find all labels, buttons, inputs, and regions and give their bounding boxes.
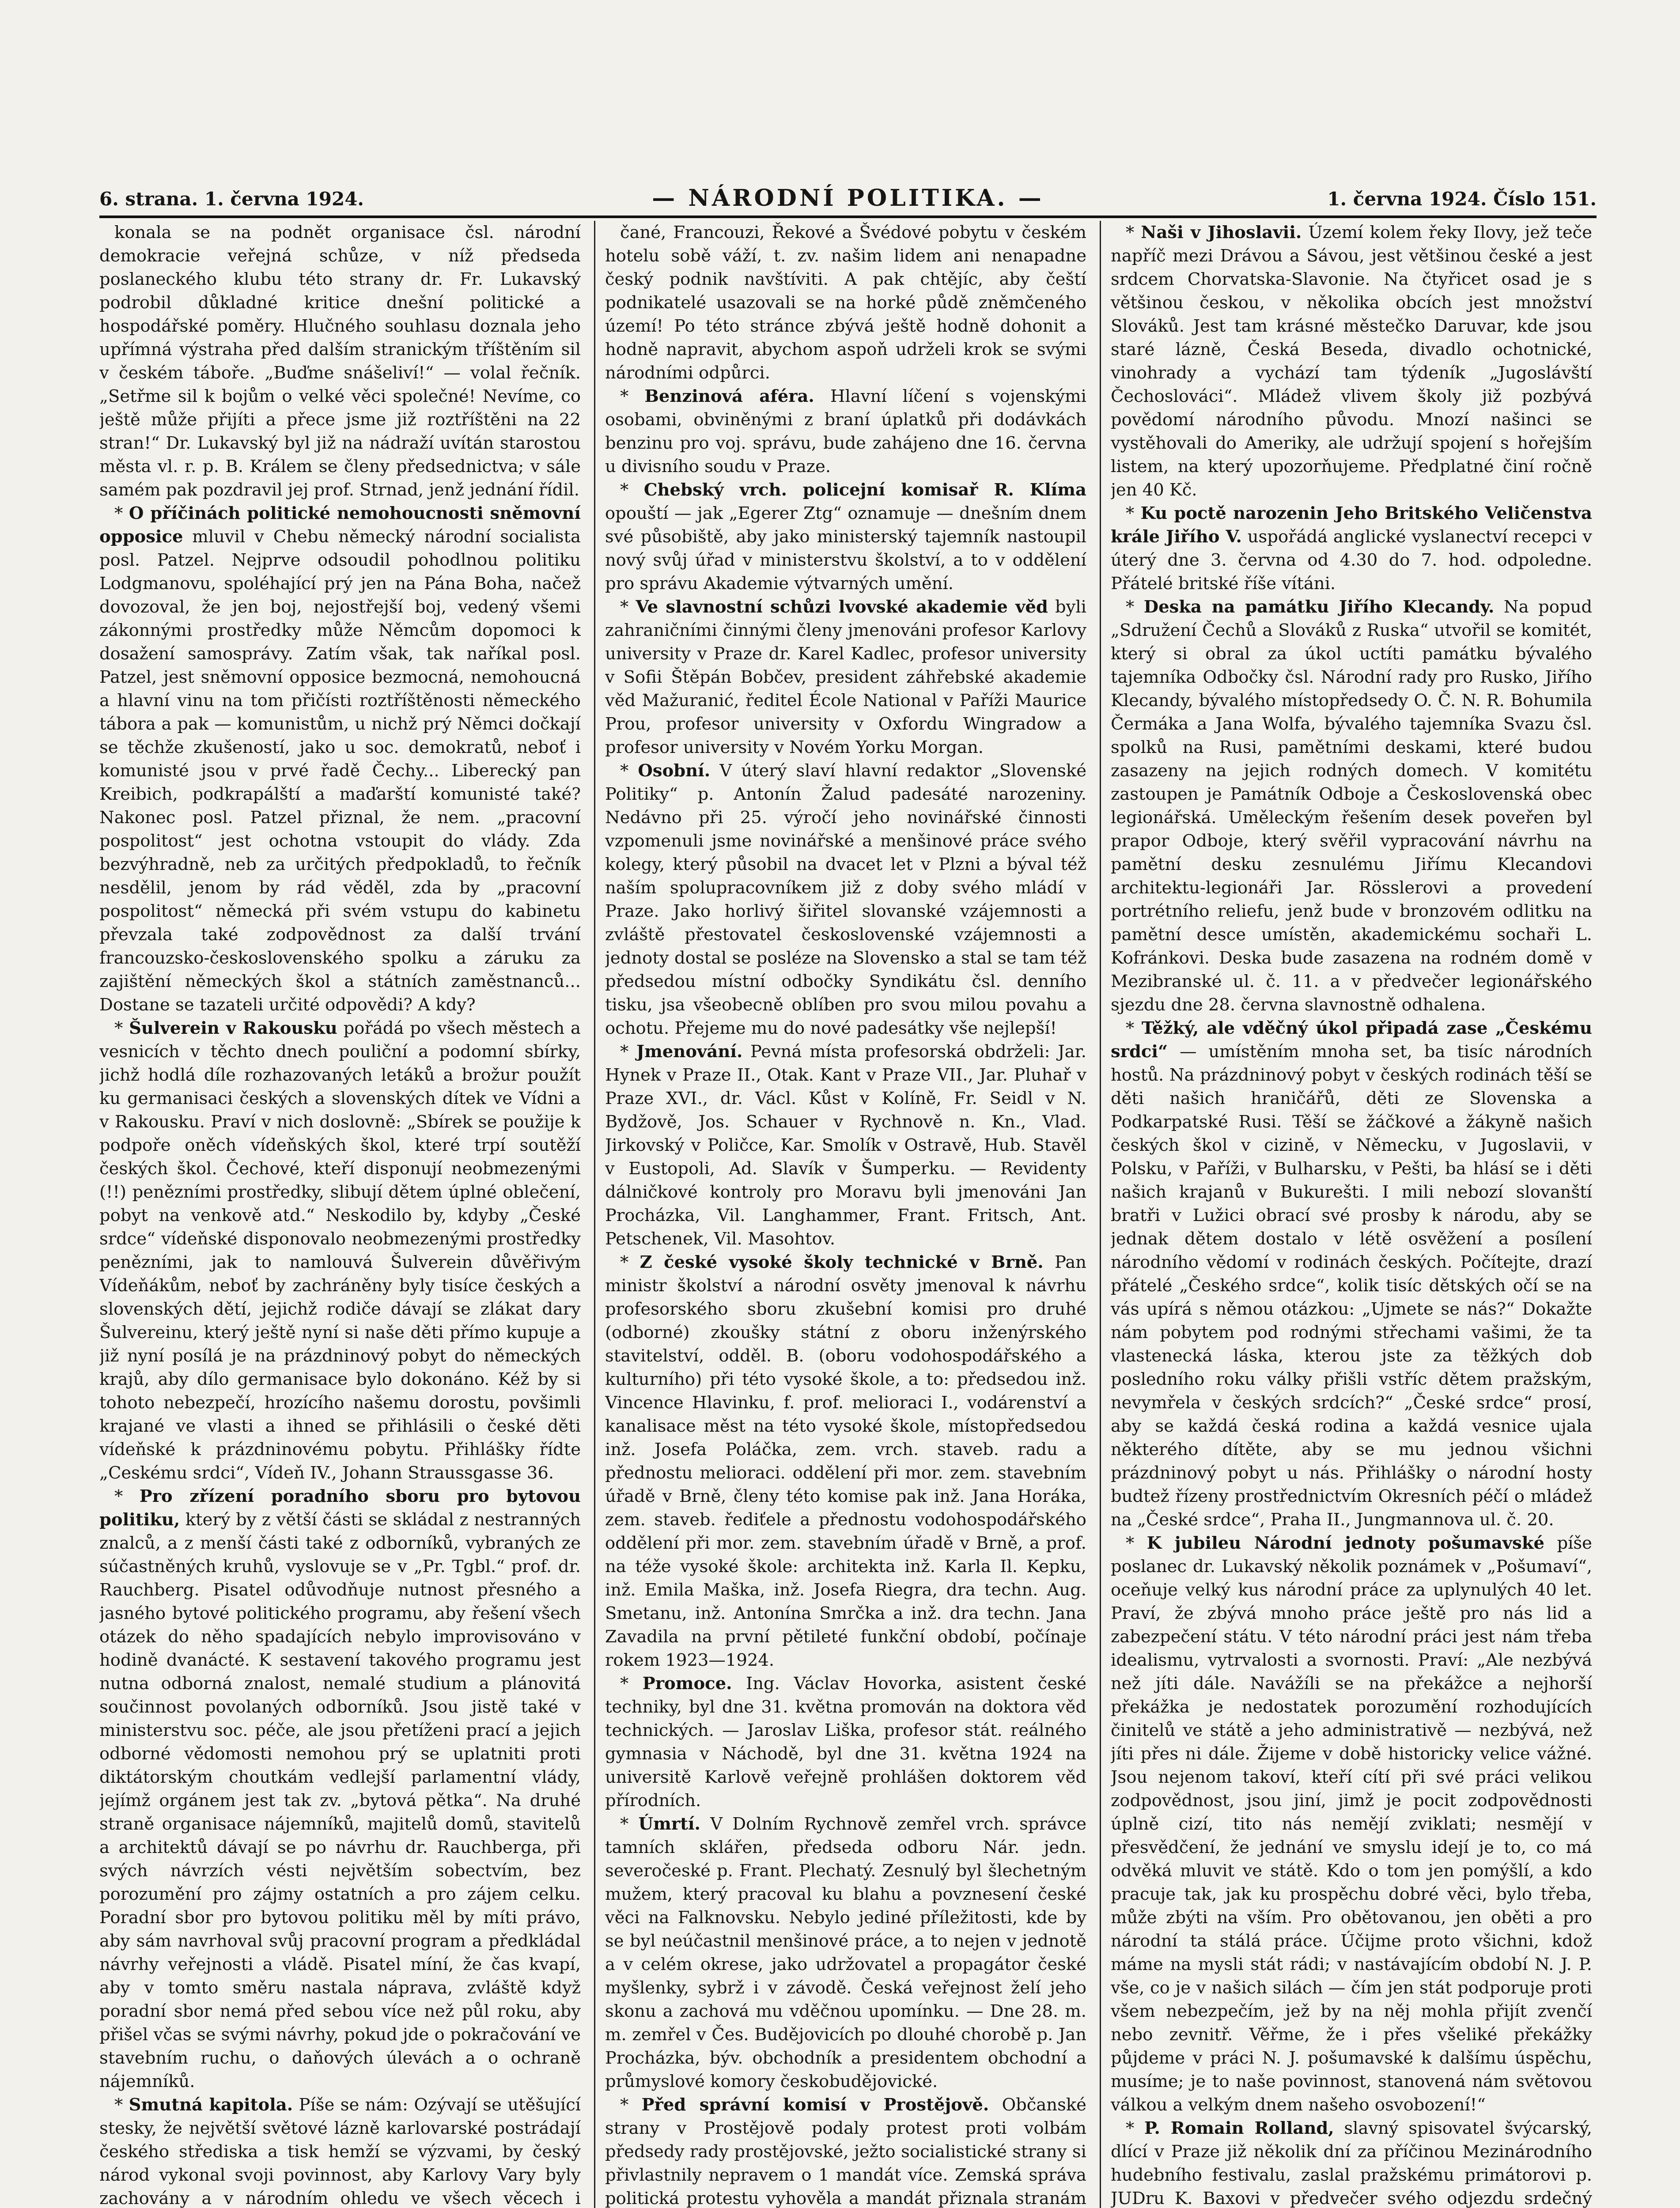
article-title: P. Romain Rolland,: [1144, 2118, 1334, 2138]
article-text: který by z větší části se skládal z nestranných znalců, a z menší části také z odborníků, vybraných ze súčastněných kruhů, vyslovuje se v „Pr. Tgbl.“ prof. dr. Rauchberg. Pisatel odůvodňuje nutnost přesného a jasného bytové politického programu, aby řešení všech otázek do něho spadajících nebylo improvisováno v hodině dvanácté. K sestavení takového programu jest nutna odborná znalost, nemalé studium a plánovitá součinnost povolaných odborníků. Jsou jistě také v ministerstvu soc. péče, ale jsou přetíženi prací a jejich odborné vědomosti nemohou prý se uplatniti proti diktátorským choutkám vedlejší parlamentní vlády, jejímž orgánem jest tak zv. „bytová pětka“. Na druhé straně organisace nájemníků, majitelů domů, stavitelů a architektů dávají se po návrhu dr. Rauchberga, při svých návrzích vésti největším sobectvím, bez porozumění pro zájmy ostatních a pro zájem celku. Poradní sbor pro bytovou politiku měl by míti právo, aby sám navrhoval svůj pracovní program a předkládal návrhy veřejnosti a vládě. Pisatel míní, že čas kvapí, aby v tomto směru nastala náprava, zvláště když poradní sbor nemá před sebou více než půl roku, aby přišel včas se svými návrhy, pokud jde o pokračování ve stavebním ruchu, o daňových úlevách a o ochraně nájemníků.: [99, 1510, 581, 2091]
article-title: Jmenování.: [636, 1042, 743, 1062]
article-title: Ve slavnostní schůzi lvovské akademie věd: [636, 597, 1048, 617]
article-text: opouští — jak „Egerer Ztg“ oznamuje — dnešním dnem své působiště, aby jako ministerský tajemník nastoupil nový svůj úřad v ministerstvu školství, a to v oddělení pro správu Akademie výtvarných umění.: [605, 503, 1086, 594]
article-text: byli zahraničními činnými členy jmenováni profesor Karlovy university v Praze dr. Karel Kadlec, profesor university v Sofii Štěpán Bobčev, president záhřebské akademie věd Mažuranić, ředitel École National v Paříži Maurice Prou, profesor university v Oxfordu Wingradow a profesor university v Novém Yorku Morgan.: [605, 597, 1086, 757]
article-text: mluvil v Chebu německý národní socialista posl. Patzel. Nejprve odsoudil pohodlnou politiku Lodgmanovu, spoléhající prý jen na Pána Boha, načež dovozoval, že jen boj, nejostřejší boj, vedený všemi zákonnými prostředky může Němcům dopomoci k dosažení samosprávy. Zatím však, tak naříkal posl. Patzel, jest sněmovní opposice bezmocná, nemohoucná a hlavní vinu na tom přičísti roztříštěnosti německého tábora a pak — komunistům, u nichž prý Němci dočkají se těchže zkušeností, jako u soc. demokratů, neboť i komunisté jsou v prvé řadě Čechy... Liberecký pan Kreibich, podkrapálští a maďarští komunisté také? Nakonec posl. Patzel přiznal, že nem. „pracovní pospolitost“ jest ochotna vstoupit do vlády. Zda bezvýhradně, neb za určitých předpokladů, to řečník nesdělil, jenom by rád věděl, zda by „pracovní pospolitost“ německá při svém vstupu do kabinetu převzala také zodpovědnost za další trvání francouzsko-československého spolku a záruku za zajištění německých škol a státních zaměstnanců... Dostane se tazateli určité odpovědi? A kdy?: [99, 527, 581, 1015]
column-1: [99, 221, 581, 2208]
article-text: uspořádá anglické vyslanectví recepci v úterý dne 3. června od 4.30 do 7. hod. odpoledne. Přátelé britské říše vítáni.: [1111, 527, 1592, 594]
article-text: Území kolem řeky Ilovy, jež teče napříč mezi Drávou a Sávou, jest většinou české a jest srdcem Chorvatska-Slavonie. Na čtyřicet osad je s většinou českou, v několika obcích jest množství Slováků. Jest tam krásné městečko Daruvar, kde jsou staré lázně, Česká Beseda, divadlo ochotnické, vinohrady a vychází tam týdeník „Jugoslávští Čechoslováci“. Mládež vlivem školy již pozbývá povědomí národního původu. Mnozí našinci se vystěhovali do Ameriky, ale udržují spojení s hořejším listem, na který upozorňujeme. Předplatné činí ročně jen 40 Kč.: [1111, 223, 1592, 500]
article-text: čané, Francouzi, Řekové a Švédové pobytu v českém hotelu sobě váží, t. zv. našim lidem ani nenapadne český podnik navštíviti. A pak chtějíc, aby čeští podnikatelé usazovali se na horké půdě zněmčeného území! Po této stránce zbývá ještě hodně dohonit a hodně napravit, abychom aspoň udrželi krok se svými národními odpůrci.: [605, 223, 1086, 383]
article: * Smutná kapitola. Píše se nám: Ozývají se utěšující stesky, že největší světové lázně karlovarské postrádají českého střediska a tisk hemží se výzvami, by český národ vykonal svoji povinnost, aby Karlovy Vary byly zachovány a v národním ohledu ve všech věcech i: [99, 2093, 581, 2208]
article: * Osobní. V úterý slaví hlavní redaktor „Slovenské Politiky“ p. Antonín Žalud padesáté narozeniny. Nedávno při 25. výročí jeho novinářské činnosti vzpomenuli jsme novinářské a menšinové práce svého kolegy, který působil na dvacet let v Plzni a býval též naším spolupracovníkem již z doby svého mládí v Praze. Jako horlivý šiřitel slovanské vzájemnosti a zvláště přestovatel československé vzájemnosti a jednoty dostal se posléze na Slovensko a stal se tam též předsedou místní odbočky Syndikátu čsl. denního tisku, jsa všeobecně oblíben pro svou milou povahu a ochotu. Přejeme mu do nové padesátky vše nejlepší!: [605, 761, 1086, 1038]
article: * Benzinová aféra. Hlavní líčení s vojenskými osobami, obviněnými z braní úplatků při dodávkách benzinu pro voj. správu, bude zahájeno dne 16. června u divisního soudu v Praze.: [605, 386, 1086, 476]
article: * Pro zřízení poradního sboru pro bytovou politiku, který by z větší části se skládal z nestranných znalců, a z menší části také z odborníků, vybraných ze súčastněných kruhů, vyslovuje se v „Pr. Tgbl.“ prof. dr. Rauchberg. Pisatel odůvodňuje nutnost přesného a jasného bytové politického programu, aby řešení všech otázek do něho spadajících nebylo improvisováno v hodině dvanácté. K sestavení takového programu jest nutna odborná znalost, nemalé studium a plánovitá součinnost povolaných odborníků. Jsou jistě také v ministerstvu soc. péče, ale jsou přetíženi prací a jejich odborné vědomosti nemohou prý se uplatniti proti diktátorským choutkám vedlejší parlamentní vlády, jejímž orgánem jest tak zv. „bytová pětka“. Na druhé straně organisace nájemníků, majitelů domů, stavitelů a architektů dávají se po návrhu dr. Rauchberga, při svých návrzích vésti největším sobectvím, bez porozumění pro zájmy ostatních a pro zájem celku. Poradní sbor pro bytovou politiku měl by míti právo, aby sám navrhoval svůj pracovní program a předkládal návrhy veřejnosti a vládě. Pisatel míní, že čas kvapí, aby v tomto směru nastala náprava, zvláště když poradní sbor nemá před sebou více než půl roku, aby přišel včas se svými návrhy, pokud jde o pokračování ve stavebním ruchu, o daňových úlevách a o ochraně nájemníků.: [99, 1486, 581, 2091]
article-title: Ku poctě narozenin Jeho Britského Veličenstva krále Jiřího V.: [1111, 503, 1592, 547]
article: * Jmenování. Pevná místa profesorská obdrželi: Jar. Hynek v Praze II., Otak. Kant v Praze VII., Jar. Pluhař v Praze XVI., dr. Václ. Kůst v Kolíně, Fr. Seidl v N. Bydžově, Jos. Schauer v Rychnově n. Kn., Vlad. Jirkovský v Poličce, Kar. Smolík v Ostravě, Hub. Stavěl v Eustopoli, Ad. Slavík v Šumperku. — Revidenty dálničkové kontroly pro Moravu byli jmenováni Jan Procházka, Vil. Langhammer, Frant. Fritsch, Ant. Petschenek, Vil. Masohtov.: [605, 1042, 1086, 1249]
article-title: Promoce.: [642, 1674, 732, 1694]
article-text: Píše se nám: Ozývají se utěšující stesky, že největší světové lázně karlovarské postrádají českého střediska a tisk hemží se výzvami, by český národ vykonal svoji povinnost, aby Karlovy Vary byly zachovány a v národním ohledu ve všech věcech i: [99, 2095, 581, 2208]
article: * Ku poctě narozenin Jeho Britského Veličenstva krále Jiřího V. uspořádá anglické vyslanectví recepci v úterý dne 3. června od 4.30 do 7. hod. odpoledne. Přátelé britské říše vítáni.: [1111, 503, 1592, 594]
article: * Před správní komisí v Prostějově. Občanské strany v Prostějově podaly protest proti volbám předsedy rady prostějovské, ježto socialistické strany si přivlastnily nepravem o 1 mandát více. Zemská správa politická protestu vyhověla a mandát přiznala stranám: [605, 2093, 1086, 2208]
article-title: Úmrtí.: [638, 1814, 700, 1834]
article: * Naši v Jihoslavii. Území kolem řeky Ilovy, jež teče napříč mezi Drávou a Sávou, jest většinou české a jest srdcem Chorvatska-Slavonie. Na čtyřicet osad je s většinou českou, v několika obcích jest množství Slováků. Jest tam krásné městečko Daruvar, kde jsou staré lázně, Česká Beseda, divadlo ochotnické, vinohrady a vychází tam týdeník „Jugoslávští Čechoslováci“. Mládež vlivem školy již pozbývá povědomí národního původu. Mnozí našinci se vystěhovali do Ameriky, ale udržují spojení s hořejším listem, na který upozorňujeme. Předplatné činí ročně jen 40 Kč.: [1111, 223, 1592, 500]
column-divider: [1100, 221, 1101, 2208]
article: * Deska na památku Jiřího Klecandy. Na popud „Sdružení Čechů a Slováků z Ruska“ utvořil se komitét, který si obral za úkol uctíti památku bývalého tajemníka Odbočky čsl. Národní rady pro Rusko, Jiřího Klecandy, bývalého místopředsedy O. Č. N. R. Bohumila Čermáka a Jana Wolfa, bývalého tajemníka Svazu čsl. spolků na Rusi, pamětními deskami, které budou zasazeny na jejich rodných domech. V komitétu zastoupen je Památník Odboje a Československá obec legionářská. Uměleckým řešením desek poveřen byl prapor Odboje, který svěřil vypracování návrhu na pamětní desku zesnulému Jiřímu Klecandovi architektu-legionáři Jar. Rösslerovi a provedení portrétního reliefu, jenž bude v bronzovém odlitku na pamětní desce umístěn, akademickému sochaři L. Kofránkovi. Deska bude zasazena na rodném domě v Mezibranské ul. č. 11. a v předvečer legionářského sjezdu dne 28. června slavnostně odhalena.: [1111, 597, 1592, 1015]
article-text: Ing. Václav Hovorka, asistent české techniky, byl dne 31. května promován na doktora věd technických. — Jaroslav Liška, profesor stát. reálného gymnasia v Náchodě, byl dne 31. května 1924 na universitě Karlově veřejně prohlášen doktorem věd přírodních.: [605, 1674, 1086, 1811]
column-3: [1111, 221, 1592, 2208]
article-text: V úterý slaví hlavní redaktor „Slovenské Politiky“ p. Antonín Žalud padesáté narozeniny. Nedávno při 25. výročí jeho novinářské činnosti vzpomenuli jsme novinářské a menšinové práce svého kolegy, který působil na dvacet let v Plzni a býval též naším spolupracovníkem již z doby svého mládí v Praze. Jako horlivý šiřitel slovanské vzájemnosti a zvláště přestovatel československé vzájemnosti a jednoty dostal se posléze na Slovensko a stal se tam též předsedou místní odbočky Syndikátu čsl. denního tisku, jsa všeobecně oblíben pro svou milou povahu a ochotu. Přejeme mu do nové padesátky vše nejlepší!: [605, 761, 1086, 1038]
article-text: Pan ministr školství a národní osvěty jmenoval k návrhu profesorského sboru zkušební komisi pro druhé (odborné) zkoušky státní z oboru inženýrského stavitelství, odděl. B. (oboru vodohospodářského a kulturního) při této vysoké škole, a to: předsedou inž. Vincence Hlavinku, f. prof. melioraci I., vodárenství a kanalisace měst na této vysoké škole, místopředsedou inž. Josefa Poláčka, zem. vrch. staveb. radu a přednostu melioraci. oddělení při mor. zem. stavebním úřadě v Brně, členy této komise pak inž. Jana Horáka, zem. staveb. řediťele a přednostu vodohospodářského oddělení při mor. zem. stavebním úřadě v Brně, a prof. na téže vysoké škole: architekta inž. Karla Il. Kepku, inž. Emila Maška, inž. Josefa Riegra, dra techn. Aug. Smetanu, inž. Antonína Smrčka a inž. dra techn. Jana Zavadila na první pětileté funkční období, počínaje rokem 1923—1924.: [605, 1252, 1086, 1670]
header-rule: [99, 216, 1597, 218]
article-title: Smutná kapitola.: [129, 2095, 293, 2115]
masthead-title: — NÁRODNÍ POLITIKA. —: [652, 185, 1044, 212]
article: * O příčinách politické nemohoucnosti sněmovní opposice mluvil v Chebu německý národní socialista posl. Patzel. Nejprve odsoudil pohodlnou politiku Lodgmanovu, spoléhající prý jen na Pána Boha, načež dovozoval, že jen boj, nejostřejší boj, vedený všemi zákonnými prostředky může Němcům dopomoci k dosažení samosprávy. Zatím však, tak naříkal posl. Patzel, jest sněmovní opposice bezmocná, nemohoucná a hlavní vinu na tom přičísti roztříštěnosti německého tábora a pak — komunistům, u nichž prý Němci dočkají se těchže zkušeností, jako u soc. demokratů, neboť i komunisté jsou v prvé řadě Čechy... Liberecký pan Kreibich, podkrapálští a maďarští komunisté také? Nakonec posl. Patzel přiznal, že nem. „pracovní pospolitost“ jest ochotna vstoupit do vlády. Zda bezvýhradně, neb za určitých předpokladů, to řečník nesdělil, jenom by rád věděl, zda by „pracovní pospolitost“ německá při svém vstupu do kabinetu převzala také zodpovědnost za další trvání francouzsko-československého spolku a záruku za zajištění německých škol a státních zaměstnanců... Dostane se tazateli určité odpovědi? A kdy?: [99, 503, 581, 1015]
article: * Úmrtí. V Dolním Rychnově zemřel vrch. správce tamních sklářen, předseda odboru Nár. jedn. severočeské p. Frant. Plechatý. Zesnulý byl šlechetným mužem, který pracoval ku blahu a povznesení české věci na Falknovsku. Nebylo jediné příležitosti, kde by se byl neúčastnil menšinové práce, a to nejen v jednotě a v celém okrese, jako udržovatel a propagátor české myšlenky, sybrž i v závodě. Česká veřejnost želí jeho skonu a zachová mu vděčnou upomínku. — Dne 28. m. m. zemřel v Čes. Budějovicích po dlouhé chorobě p. Jan Procházka, býv. obchodník a presidentem obchodní a průmyslové komory českobudějovické.: [605, 1814, 1086, 2091]
article-title: Deska na památku Jiřího Klecandy.: [1143, 597, 1495, 617]
article-title: K jubileu Národní jednoty pošumavské: [1146, 1533, 1545, 1553]
header-issue-number: 1. června 1924. Číslo 151.: [1327, 188, 1597, 210]
article-title: Osobní.: [638, 761, 711, 781]
article-title: Benzinová aféra.: [644, 386, 814, 406]
article-text: V Dolním Rychnově zemřel vrch. správce tamních sklářen, předseda odboru Nár. jedn. severočeské p. Frant. Plechatý. Zesnulý byl šlechetným mužem, který pracoval ku blahu a povznesení české věci na Falknovsku. Nebylo jediné příležitosti, kde by se byl neúčastnil menšinové práce, a to nejen v jednotě a v celém okrese, jako udržovatel a propagátor české myšlenky, sybrž i v závodě. Česká veřejnost želí jeho skonu a zachová mu vděčnou upomínku. — Dne 28. m. m. zemřel v Čes. Budějovicích po dlouhé chorobě p. Jan Procházka, býv. obchodník a presidentem obchodní a průmyslové komory českobudějovické.: [605, 1814, 1086, 2091]
article-title: Šulverein v Rakousku: [129, 1018, 337, 1038]
article-title: Naši v Jihoslavii.: [1141, 223, 1302, 242]
column-divider: [594, 221, 595, 2208]
article: [605, 221, 1086, 385]
article-text: pořádá po všech městech a vesnicích v těchto dnech pouliční a podomní sbírky, jichž hodlá díle rozhazovaných letáků a brožur použít ku germanisaci českých a slovenských dítek ve Vídni a v Rakousku. Praví v nich doslovně: „Sbírek se použije k podpoře oněch vídeňských škol, které trpí soutěží českých škol. Čechové, kteří disponují neobmezenými (!!) penězními prostředky, slibují dětem úplné oblečení, pobyt na venkově atd.“ Neskodilo by, kdyby „České srdce“ vídeňské disponovalo neobmezenými prostředky penězními, jak to namlouvá Šulverein důvěřivým Vídeňákům, neboť by zachráněny byly tisíce českých a slovenských dětí, jejichž rodiče dávají se zlákat dary Šulvereinu, který ještě nyní si naše děti přímo kupuje a již nyní posílá je na prázdninový pobyt do německých krajů, aby dílo germanisace bylo dokonáno. Kéž by si tohoto nebezpečí, hrozícího našemu dorostu, povšimli krajané ve vlasti a ihned se přihlásili o české děti vídeňské k prázdninovému pobytu. Přihlášky řídte „Ceskému srdci“, Vídeň IV., Johann Straussgasse 36.: [99, 1018, 581, 1483]
article: * Těžký, ale vděčný úkol připadá zase „Českému srdci“ — umístěním mnoha set, ba tisíc národních hostů. Na prázdninový pobyt v českých rodinách těší se děti našich hraničářů, děti ze Slovenska a Podkarpatské Rusi. Těší se žáčkové a žákyně našich českých škol v cizině, v Německu, v Jugoslavii, v Polsku, v Paříži, v Bulharsku, v Pešti, ba hlásí se i děti našich krajanů v Bukurešti. I mili nebozí slovanští bratři v Lužici obrací své prosby k národu, aby se jednak dětem dostalo v létě osvěžení a posílení národního vědomí v rodinách českých. Počítejte, drazí přátelé „Českého srdce“, kolik tisíc dětských očí se na vás upírá s němou otázkou: „Ujmete se nás?“ Dokažte nám pobytem pod rodnými střechami vašimi, že ta vlastenecká láska, kterou jste za těžkých dob posledního roku války přišli vstříc dětem pražským, nevymřela v českých srdcích?“ „České srdce“ prosí, aby se každá česká rodina a každá vesnice ujala některého dítěte, aby se mu jednou všichni prázdninový pobyt u nás. Přihlášky o národní hosty budtež řízeny prostřednictvím Okresních péčí o mládež na „České srdce“, Praha II., Jungmannova ul. č. 20.: [1111, 1018, 1592, 1530]
article: * Z české vysoké školy technické v Brně. Pan ministr školství a národní osvěty jmenoval k návrhu profesorského sboru zkušební komisi pro druhé (odborné) zkoušky státní z oboru inženýrského stavitelství, odděl. B. (oboru vodohospodářského a kulturního) při této vysoké škole, a to: předsedou inž. Vincence Hlavinku, f. prof. melioraci I., vodárenství a kanalisace měst na této vysoké škole, místopředsedou inž. Josefa Poláčka, zem. vrch. staveb. radu a přednostu melioraci. oddělení při mor. zem. stavebním úřadě v Brně, členy této komise pak inž. Jana Horáka, zem. staveb. řediťele a přednostu vodohospodářského oddělení při mor. zem. stavebním úřadě v Brně, a prof. na téže vysoké škole: architekta inž. Karla Il. Kepku, inž. Emila Maška, inž. Josefa Riegra, dra techn. Aug. Smetanu, inž. Antonína Smrčka a inž. dra techn. Jana Zavadila na první pětileté funkční období, počínaje rokem 1923—1924.: [605, 1252, 1086, 1670]
article-text: konala se na podnět organisace čsl. národní demokracie veřejná schůze, v níž předseda poslaneckého klubu této strany dr. Fr. Lukavský podrobil důkladné kritice dnešní politické a hospodářské poměry. Hlučného souhlasu doznala jeho upřímná výstraha před dalším stranickým tříštěním sil v českém táboře. „Buďme snášeliví!“ — volal řečník. „Setřme sil k bojům o velké věci společné! Nevíme, co ještě může přijíti a přece jsme již roztříštěni na 22 stran!“ Dr. Lukavský byl již na nádraží uvítán starostou města vl. r. p. B. Králem se členy předsednictva; v sále samém pak pozdravil jej prof. Strnad, jenž jednání řídil.: [99, 223, 581, 500]
article: * Šulverein v Rakousku pořádá po všech městech a vesnicích v těchto dnech pouliční a podomní sbírky, jichž hodlá díle rozhazovaných letáků a brožur použít ku germanisaci českých a slovenských dítek ve Vídni a v Rakousku. Praví v nich doslovně: „Sbírek se použije k podpoře oněch vídeňských škol, které trpí soutěží českých škol. Čechové, kteří disponují neobmezenými (!!) penězními prostředky, slibují dětem úplné oblečení, pobyt na venkově atd.“ Neskodilo by, kdyby „České srdce“ vídeňské disponovalo neobmezenými prostředky penězními, jak to namlouvá Šulverein důvěřivým Vídeňákům, neboť by zachráněny byly tisíce českých a slovenských dětí, jejichž rodiče dávají se zlákat dary Šulvereinu, který ještě nyní si naše děti přímo kupuje a již nyní posílá je na prázdninový pobyt do německých krajů, aby dílo germanisace bylo dokonáno. Kéž by si tohoto nebezpečí, hrozícího našemu dorostu, povšimli krajané ve vlasti a ihned se přihlásili o české děti vídeňské k prázdninovému pobytu. Přihlášky řídte „Ceskému srdci“, Vídeň IV., Johann Straussgasse 36.: [99, 1018, 581, 1483]
article: * Chebský vrch. policejní komisař R. Klíma opouští — jak „Egerer Ztg“ oznamuje — dnešním dnem své působiště, aby jako ministerský tajemník nastoupil nový svůj úřad v ministerstvu školství, a to v oddělení pro správu Akademie výtvarných umění.: [605, 480, 1086, 594]
article-text: slavný spisovatel švýcarský, dlící v Praze již několik dní za příčinou Mezinárodního hudebního festivalu, zaslal pražskému primátorovi p. JUDru K. Baxovi v předvečer svého odjezdu srdečný: [1111, 2118, 1592, 2208]
article: * P. Romain Rolland, slavný spisovatel švýcarský, dlící v Praze již několik dní za příčinou Mezinárodního hudebního festivalu, zaslal pražskému primátorovi p. JUDru K. Baxovi v předvečer svého odjezdu srdečný: [1111, 2117, 1592, 2208]
page-header: [99, 185, 1597, 220]
article-text: píše poslanec dr. Lukavský několik poznámek v „Pošumaví“, oceňuje velký kus národní práce za uplynulých 40 let. Praví, že zbývá mnoho práce ještě pro nás lid a zabezpečení státu. V této národní práci jest nám třeba idealismu, vytrvalosti a svornosti. Praví: „Ale nezbývá než jíti dále. Navážíli se na překážce a nejhorší překážka je nedostatek porozumění rozhodujících činitelů ve státě a jeho administrativě — nezbývá, než jíti přes ni dále. Žijeme v době historicky velice vážné. Jsou nejenom takoví, kteří cítí při své práci velikou zodpovědnost, jsou jiní, jimž je pocit zodpovědnosti úplně cizí, tito nás nemějí zviklati; nesmějí v přesvědčení, že jednání ve smyslu idejí je to, co má odvěká mluvit ve státě. Kdo o tom jen pomýšlí, a kdo pracuje tak, jak ku prospěchu dobré věci, bylo třeba, může zbýti na vším. Pro obětovanou, jen oběti a pro národní ta stálá práce. Účijme proto všichni, kdož máme na mysli stát rádi; v nastávajícím období N. J. P. vše, co je v našich silách — čím jen stát podporuje proti všem nebezpečím, jež by na něj mohla přijít zvenčí nebo zevnitř. Věřme, že i přes všeliké překážky půjdeme v práci N. J. pošumavské k dalšímu úspěchu, musíme; je to naše povinnost, stanovená nám světovou válkou a velkým dnem našeho osvobození!“: [1111, 1533, 1592, 2115]
article-title: O příčinách politické nemohoucnosti sněmovní opposice: [99, 503, 581, 547]
article: * K jubileu Národní jednoty pošumavské píše poslanec dr. Lukavský několik poznámek v „Pošumaví“, oceňuje velký kus národní práce za uplynulých 40 let. Praví, že zbývá mnoho práce ještě pro nás lid a zabezpečení státu. V této národní práci jest nám třeba idealismu, vytrvalosti a svornosti. Praví: „Ale nezbývá než jíti dále. Navážíli se na překážce a nejhorší překážka je nedostatek porozumění rozhodujících činitelů ve státě a jeho administrativě — nezbývá, než jíti přes ni dále. Žijeme v době historicky velice vážné. Jsou nejenom takoví, kteří cítí při své práci velikou zodpovědnost, jsou jiní, jimž je pocit zodpovědnosti úplně cizí, tito nás nemějí zviklati; nesmějí v přesvědčení, že jednání ve smyslu idejí je to, co má odvěká mluvit ve státě. Kdo o tom jen pomýšlí, a kdo pracuje tak, jak ku prospěchu dobré věci, bylo třeba, může zbýti na vším. Pro obětovanou, jen oběti a pro národní ta stálá práce. Účijme proto všichni, kdož máme na mysli stát rádi; v nastávajícím období N. J. P. vše, co je v našich silách — čím jen stát podporuje proti všem nebezpečím, jež by na něj mohla přijít zvenčí nebo zevnitř. Věřme, že i přes všeliké překážky půjdeme v práci N. J. pošumavské k dalšímu úspěchu, musíme; je to naše povinnost, stanovená nám světovou válkou a velkým dnem našeho osvobození!“: [1111, 1533, 1592, 2115]
article-title: Před správní komisí v Prostějově.: [641, 2095, 989, 2115]
article-title: Pro zřízení poradního sboru pro bytovou politiku,: [99, 1486, 581, 1530]
column-2: [605, 221, 1086, 2208]
article-title: Chebský vrch. policejní komisař R. Klíma: [643, 480, 1086, 500]
article-title: Těžký, ale vděčný úkol připadá zase „Českému srdci“: [1111, 1018, 1592, 1062]
header-page-date: 6. strana. 1. června 1924.: [99, 188, 364, 210]
article-title: Z české vysoké školy technické v Brně.: [639, 1252, 1044, 1272]
article-text: — umístěním mnoha set, ba tisíc národních hostů. Na prázdninový pobyt v českých rodinách těší se děti našich hraničářů, děti ze Slovenska a Podkarpatské Rusi. Těší se žáčkové a žákyně našich českých škol v cizině, v Německu, v Jugoslavii, v Polsku, v Paříži, v Bulharsku, v Pešti, ba hlásí se i děti našich krajanů v Bukurešti. I mili nebozí slovanští bratři v Lužici obrací své prosby k národu, aby se jednak dětem dostalo v létě osvěžení a posílení národního vědomí v rodinách českých. Počítejte, drazí přátelé „Českého srdce“, kolik tisíc dětských očí se na vás upírá s němou otázkou: „Ujmete se nás?“ Dokažte nám pobytem pod rodnými střechami vašimi, že ta vlastenecká láska, kterou jste za těžkých dob posledního roku války přišli vstříc dětem pražským, nevymřela v českých srdcích?“ „České srdce“ prosí, aby se každá česká rodina a každá vesnice ujala některého dítěte, aby se mu jednou všichni prázdninový pobyt u nás. Přihlášky o národní hosty budtež řízeny prostřednictvím Okresních péčí o mládež na „České srdce“, Praha II., Jungmannova ul. č. 20.: [1111, 1042, 1592, 1530]
article: [99, 221, 581, 502]
article-text: Hlavní líčení s vojenskými osobami, obviněnými z braní úplatků při dodávkách benzinu pro voj. správu, bude zahájeno dne 16. června u divisního soudu v Praze.: [605, 386, 1086, 476]
article-text: Občanské strany v Prostějově podaly protest proti volbám předsedy rady prostějovské, ježto socialistické strany si přivlastnily nepravem o 1 mandát více. Zemská správa politická protestu vyhověla a mandát přiznala stranám: [605, 2095, 1086, 2208]
article: * Promoce. Ing. Václav Hovorka, asistent české techniky, byl dne 31. května promován na doktora věd technických. — Jaroslav Liška, profesor stát. reálného gymnasia v Náchodě, byl dne 31. května 1924 na universitě Karlově veřejně prohlášen doktorem věd přírodních.: [605, 1674, 1086, 1811]
article-text: Pevná místa profesorská obdrželi: Jar. Hynek v Praze II., Otak. Kant v Praze VII., Jar. Pluhař v Praze XVI., dr. Václ. Kůst v Kolíně, Fr. Seidl v N. Bydžově, Jos. Schauer v Rychnově n. Kn., Vlad. Jirkovský v Poličce, Kar. Smolík v Ostravě, Hub. Stavěl v Eustopoli, Ad. Slavík v Šumperku. — Revidenty dálničkové kontroly pro Moravu byli jmenováni Jan Procházka, Vil. Langhammer, Frant. Fritsch, Ant. Petschenek, Vil. Masohtov.: [605, 1042, 1086, 1249]
article-text: Na popud „Sdružení Čechů a Slováků z Ruska“ utvořil se komitét, který si obral za úkol uctíti památku bývalého tajemníka Odbočky čsl. Národní rady pro Rusko, Jiřího Klecandy, bývalého místopředsedy O. Č. N. R. Bohumila Čermáka a Jana Wolfa, bývalého tajemníka Svazu čsl. spolků na Rusi, pamětními deskami, které budou zasazeny na jejich rodných domech. V komitétu zastoupen je Památník Odboje a Československá obec legionářská. Uměleckým řešením desek poveřen byl prapor Odboje, který svěřil vypracování návrhu na pamětní desku zesnulému Jiřímu Klecandovi architektu-legionáři Jar. Rösslerovi a provedení portrétního reliefu, jenž bude v bronzovém odlitku na pamětní desce umístěn, akademickému sochaři L. Kofránkovi. Deska bude zasazena na rodném domě v Mezibranské ul. č. 11. a v předvečer legionářského sjezdu dne 28. června slavnostně odhalena.: [1111, 597, 1592, 1015]
article: * Ve slavnostní schůzi lvovské akademie věd byli zahraničními činnými členy jmenováni profesor Karlovy university v Praze dr. Karel Kadlec, profesor university v Sofii Štěpán Bobčev, president záhřebské akademie věd Mažuranić, ředitel École National v Paříži Maurice Prou, profesor university v Oxfordu Wingradow a profesor university v Novém Yorku Morgan.: [605, 597, 1086, 757]
